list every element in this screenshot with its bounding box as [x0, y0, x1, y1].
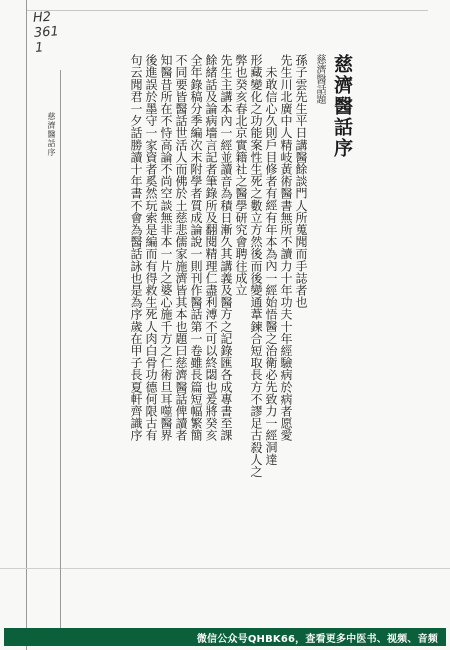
page-top-border: [27, 10, 428, 11]
text-column: 形藏變化之功能案性生死之數立方然後而後變通葦鍊合短取長方不謬足古殺人之: [249, 54, 263, 478]
text-column: 餘緒話及論病墻言記者筆錄所及翻閱精理仁盡利溥不可以終閟也爰將癸亥: [204, 54, 218, 442]
text-column: 孫子雲先生平日講醫餘談門人所蒐聞而手誌者也: [294, 54, 308, 309]
preface-subtitle: 慈濟醫話題: [314, 54, 325, 105]
text-column: 未敢信心久則戶目修者有經有年本為內一經始悟醫之治衛必先致力一經洞達: [264, 66, 278, 466]
text-column: 後進誤於墨守一家資者奚然玩索是編而有得救生死人肉白骨功德何限古有: [144, 54, 158, 442]
wechat-promo-banner: [4, 628, 446, 646]
text-column: 先生川北廣中人精岐黃術醫書無所不讀力十年功夫十年經驗病於病者愿愛: [279, 54, 293, 442]
gutter-divider: [60, 70, 61, 632]
text-column: 全年錄稿分季編次末附學者質成論說一則刊作醫話第一卷雖長篇短幅繁簡: [189, 54, 203, 442]
text-column: 弊也癸亥春北京實籍社之醫學研究會聘往成立: [234, 54, 248, 296]
text-column: 句云聞君一夕話勝讀十年書不會為醫話詠也是為序歲在甲子長夏軒齊識序: [129, 54, 143, 442]
text-column: 先生主講本內一經並讀音為積日漸久其講義及醫方之記錄匯各成專書至課: [219, 54, 233, 442]
page-frame-left: [26, 0, 27, 650]
preface-title: 慈濟醫話序: [331, 54, 353, 159]
handwritten-call-number: H2 361 1: [32, 9, 60, 56]
text-column: 不同要皆醫話世活人而佛於土慈悲儒家施濟皆其本也題曰慈濟醫話俾讀者: [174, 54, 188, 442]
gutter-label: 慈濟醫話序: [47, 112, 56, 157]
banner-text: 微信公众号QHBK66，查看更多中医书、视频、音频: [196, 633, 438, 645]
page-bottom-border: [0, 568, 450, 569]
preface-text-block: [128, 54, 354, 554]
text-column: 知醫昔所在不恃高論不尚空談無非本一片之婆心施千方之仁術旦耳噬醫界: [159, 54, 173, 442]
